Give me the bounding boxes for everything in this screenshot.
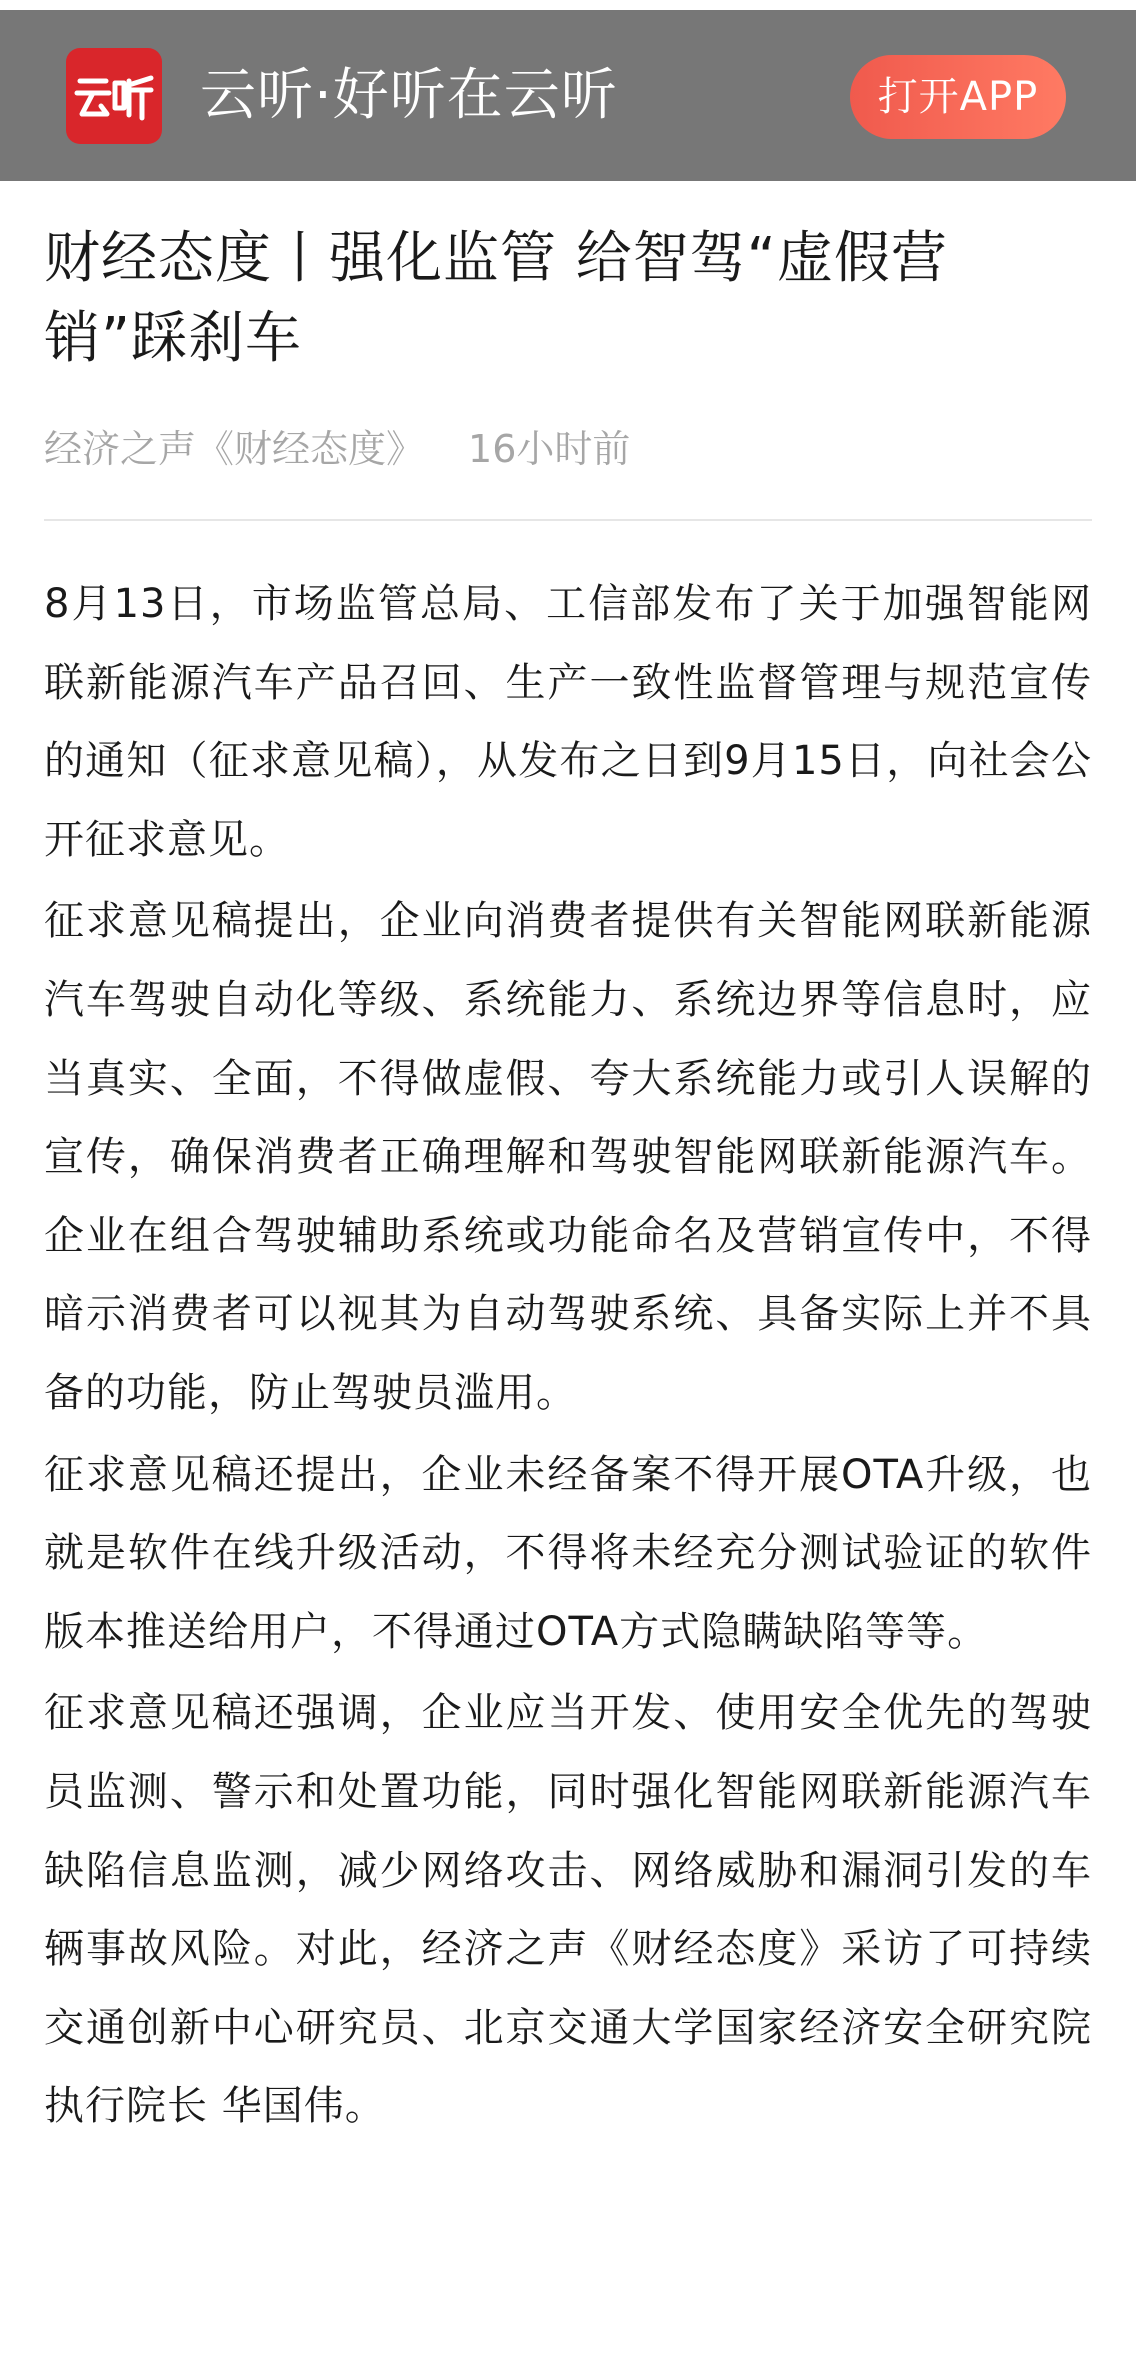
divider <box>44 519 1092 521</box>
article-source[interactable]: 经济之声《财经态度》 <box>44 427 425 471</box>
article-time: 16小时前 <box>468 427 631 471</box>
app-name: 云听·好听在云听 <box>200 63 618 128</box>
app-download-banner[interactable] <box>0 10 1136 181</box>
article-body <box>44 565 1092 2146</box>
article-meta <box>44 425 1092 473</box>
article <box>44 181 1092 2149</box>
yunting-logo-icon[interactable] <box>66 48 162 144</box>
article-title: 财经态度丨强化监管 给智驾“虚假营销”踩刹车 <box>44 226 948 371</box>
article-paragraph: 8月13日，市场监管总局、工信部发布了关于加强智能网联新能源汽车产品召回、生产一致性监督管理与规范宣传的通知（征求意见稿），从发布之日到9月15日，向社会公开征求意见。 <box>44 581 1092 863</box>
open-app-button[interactable]: 打开APP <box>850 55 1066 139</box>
article-paragraph: 征求意见稿还提出，企业未经备案不得开展OTA升级，也就是软件在线升级活动，不得将未经充分测试验证的软件版本推送给用户，不得通过OTA方式隐瞒缺陷等等。 <box>44 1451 1092 1655</box>
article-paragraph: 征求意见稿还强调，企业应当开发、使用安全优先的驾驶员监测、警示和处置功能，同时强化智能网联新能源汽车缺陷信息监测，减少网络攻击、网络威胁和漏洞引发的车辆事故风险。对此，经济之声《财经态度》采访了可持续交通创新中心研究员、北京交通大学国家经济安全研究院执行院长 华国伟。 <box>44 1690 1092 2130</box>
article-paragraph: 征求意见稿提出，企业向消费者提供有关智能网联新能源汽车驾驶自动化等级、系统能力、系统边界等信息时，应当真实、全面，不得做虚假、夸大系统能力或引人误解的宣传，确保消费者正确理解和驾驶智能网联新能源汽车。企业在组合驾驶辅助系统或功能命名及营销宣传中，不得暗示消费者可以视其为自动驾驶系统、具备实际上并不具备的功能，防止驾驶员滥用。 <box>44 898 1092 1416</box>
top-strip <box>0 0 1136 10</box>
yunting-logo-glyph <box>66 48 162 144</box>
